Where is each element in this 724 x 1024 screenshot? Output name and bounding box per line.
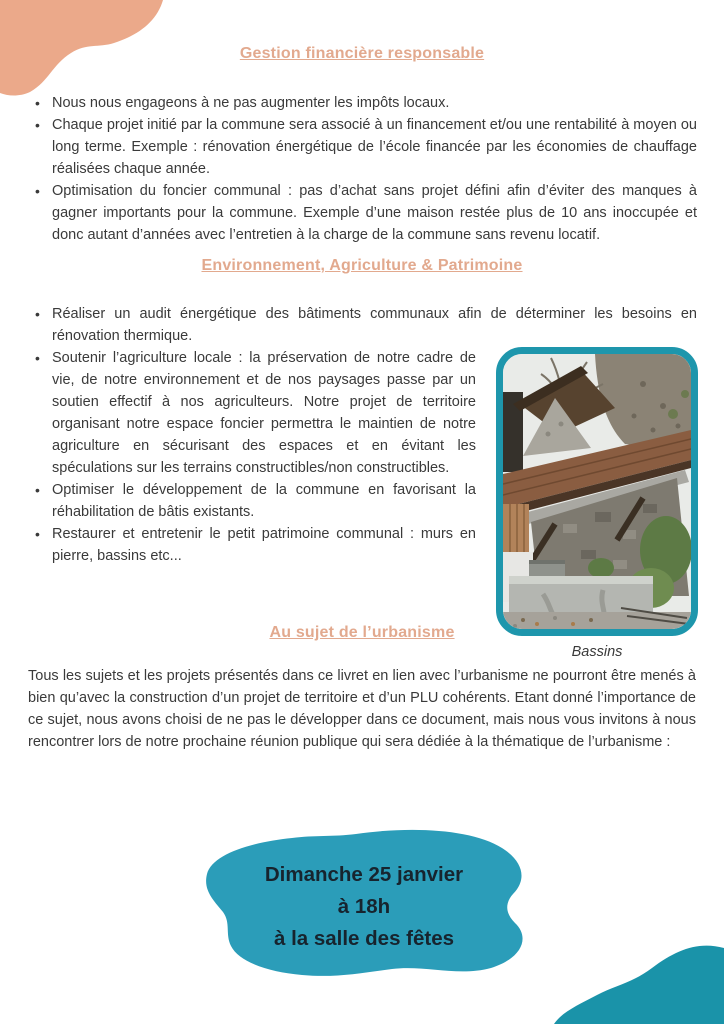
announcement-line: à la salle des fêtes xyxy=(273,927,455,950)
financial-bullet-list xyxy=(0,92,724,246)
bassins-photo xyxy=(496,347,698,636)
announcement-line: Dimanche 25 janvier xyxy=(264,863,464,886)
section-heading-urbanism: Au sujet de l’urbanisme xyxy=(269,624,455,641)
announcement-line: à 18h xyxy=(337,895,391,918)
list-item: • Nous nous engageons à ne pas augmenter les impôts locaux. xyxy=(28,92,697,114)
list-item: • Restaurer et entretenir le petit patrimoine communal : murs en pierre, bassins etc... xyxy=(28,523,476,567)
announcement-blob xyxy=(196,826,532,978)
urbanism-paragraph: Tous les sujets et les projets présentés dans ce livret en lien avec l’urbanisme ne pourront être menés à bien qu’avec la construction d’un projet de territoire et d’un PLU cohérents. Etant donné l’importance de ce sujet, nous avons choisi de ne pas le développer dans ce document, mais nous vous invitons à nous rencontrer lors de notre prochaine réunion publique qui sera dédiée à la thématique de l’urbanisme : xyxy=(28,668,696,750)
list-item: • Optimiser le développement de la commune en favorisant la réhabilitation de bâtis existants. xyxy=(28,479,476,523)
section-heading-financial: Gestion financière responsable xyxy=(239,45,485,62)
list-item: • Soutenir l’agriculture locale : la préservation de notre cadre de vie, de notre environnement et de nos paysages passe par un soutien effectif à nos agriculteurs. Notre projet de territoire organisant notre espace foncier permettra le maintien de notre agriculture en sécurisant des espaces et en évitant les spéculations sur les terrains constructibles/non constructibles. xyxy=(28,347,476,479)
teal-corner-blob xyxy=(554,946,724,1024)
announcement-text xyxy=(196,826,532,978)
list-item: • Chaque projet initié par la commune sera associé à un financement et/ou une rentabilité à moyen ou long terme. Exemple : rénovation énergétique de l’école financée par les économies de chauffage réalisées chaque année. xyxy=(28,114,697,180)
list-item: • Optimisation du foncier communal : pas d’achat sans projet défini afin d’éviter des manques à gagner importants pour la commune. Exemple d’une maison restée plus de 10 ans inoccupée et donc autant d’années avec l’entretien à la charge de la commune sans revenu locatif. xyxy=(28,180,697,246)
photo-caption: Bassins xyxy=(571,644,623,660)
bassins-photo-illustration xyxy=(503,354,691,629)
list-item: • Réaliser un audit énergétique des bâtiments communaux afin de déterminer les besoins en rénovation thermique. xyxy=(28,303,697,347)
section-heading-environment: Environnement, Agriculture & Patrimoine xyxy=(201,257,523,274)
